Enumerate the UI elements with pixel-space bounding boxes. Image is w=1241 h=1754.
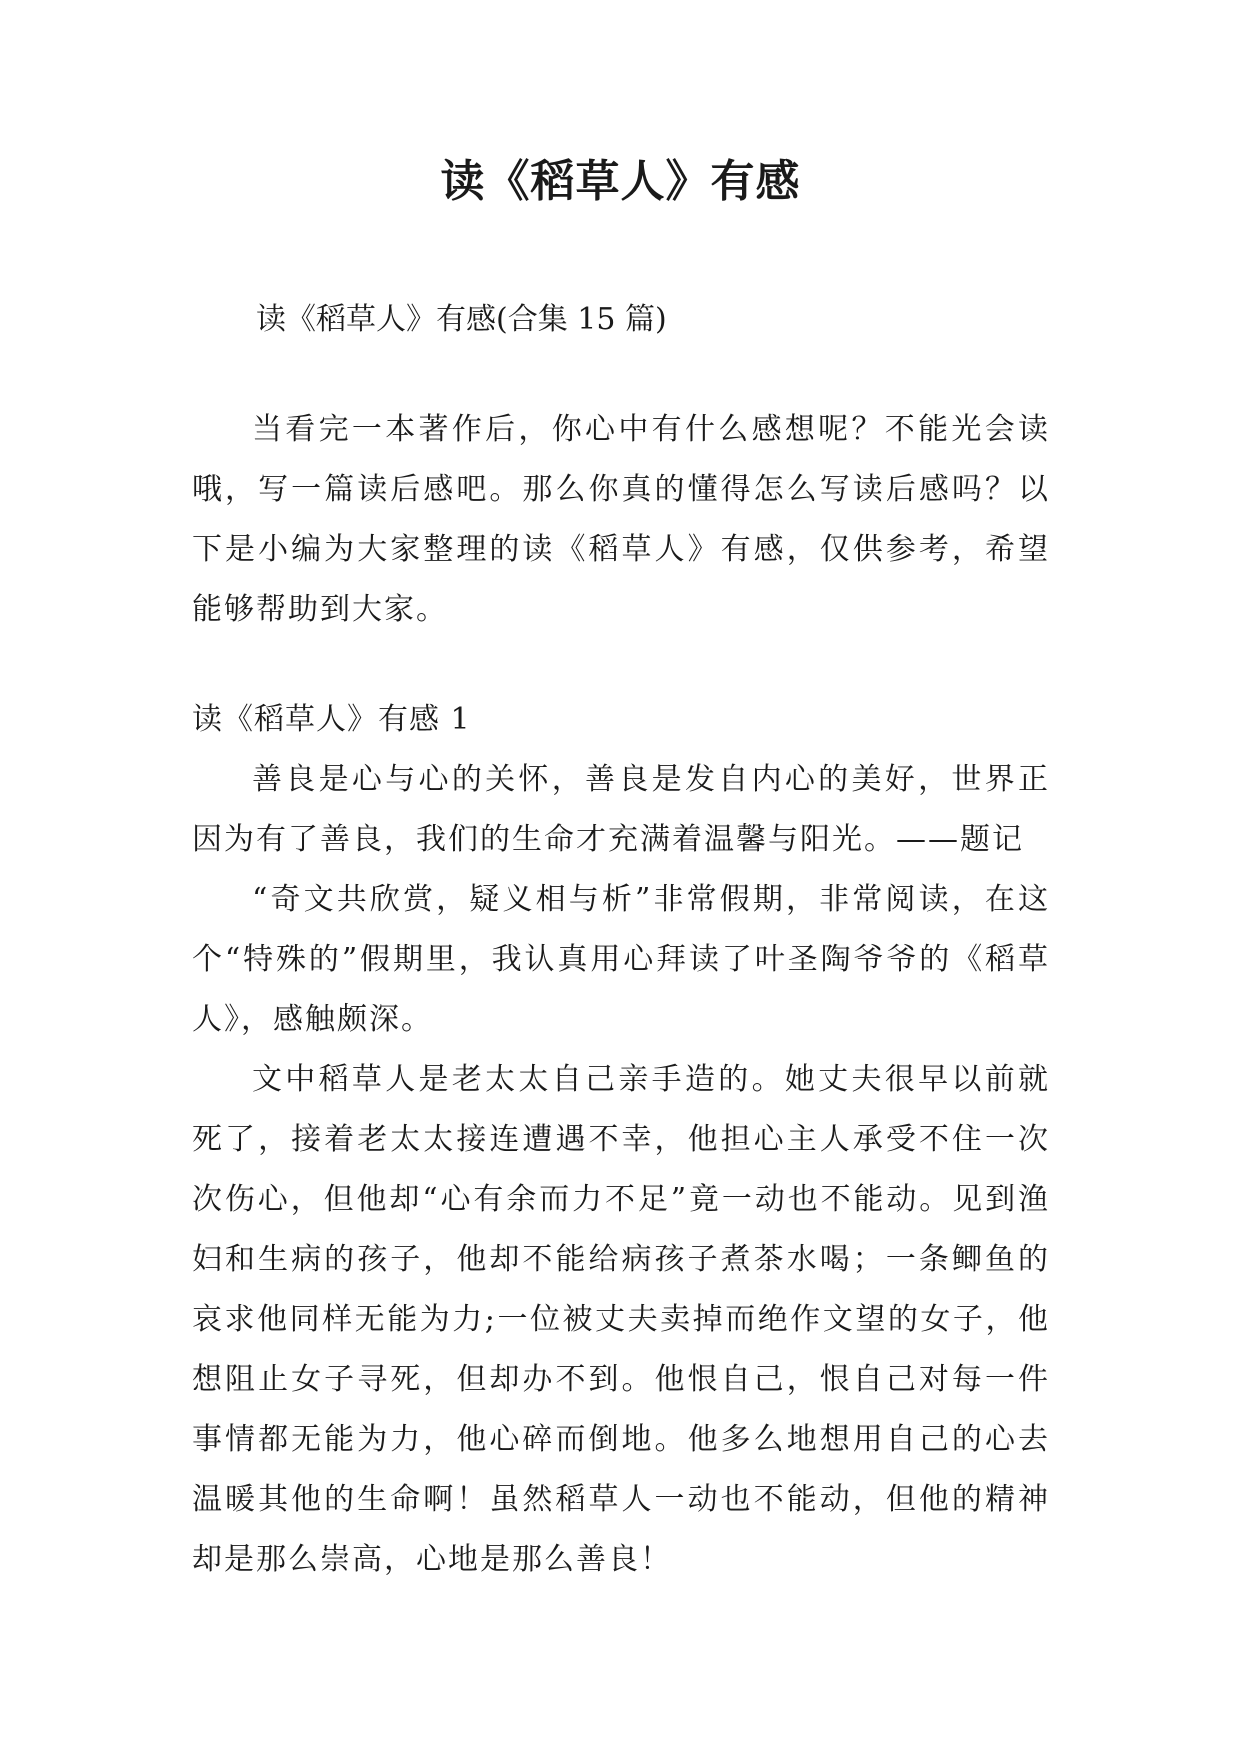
- intro-block: [192, 400, 1050, 640]
- section-1: [192, 690, 1050, 1590]
- section-paragraph-3: 文中稻草人是老太太自己亲手造的。她丈夫很早以前就死了，接着老太太接连遭遇不幸，他担心主人承受不住一次次伤心，但他却“心有余而力不足”竟一动也不能动。见到渔妇和生病的孩子，他却不能给病孩子煮茶水喝；一条鲫鱼的哀求他同样无能为力;一位被丈夫卖掉而绝作文望的女子，他想阻止女子寻死，但却办不到。他恨自己，恨自己对每一件事情都无能为力，他心碎而倒地。他多么地想用自己的心去温暖其他的生命啊！虽然稻草人一动也不能动，但他的精神却是那么崇高，心地是那么善良！: [192, 1062, 1050, 1577]
- section-paragraph-2: “奇文共欣赏，疑义相与析”非常假期，非常阅读，在这个“特殊的”假期里，我认真用心拜读了叶圣陶爷爷的《稻草人》，感触颇深。: [192, 882, 1050, 1037]
- section-heading: 读《稻草人》有感 1: [192, 702, 471, 737]
- intro-paragraph: 当看完一本著作后，你心中有什么感想呢？不能光会读哦，写一篇读后感吧。那么你真的懂得怎么写读后感吗？以下是小编为大家整理的读《稻草人》有感，仅供参考，希望能够帮助到大家。: [192, 412, 1050, 627]
- document-title: 读《稻草人》有感: [440, 156, 801, 207]
- section-paragraph-1: 善良是心与心的关怀，善良是发自内心的美好，世界正因为有了善良，我们的生命才充满着温馨与阳光。——题记: [192, 762, 1050, 857]
- document-subtitle: 读《稻草人》有感(合集 15 篇): [256, 302, 667, 337]
